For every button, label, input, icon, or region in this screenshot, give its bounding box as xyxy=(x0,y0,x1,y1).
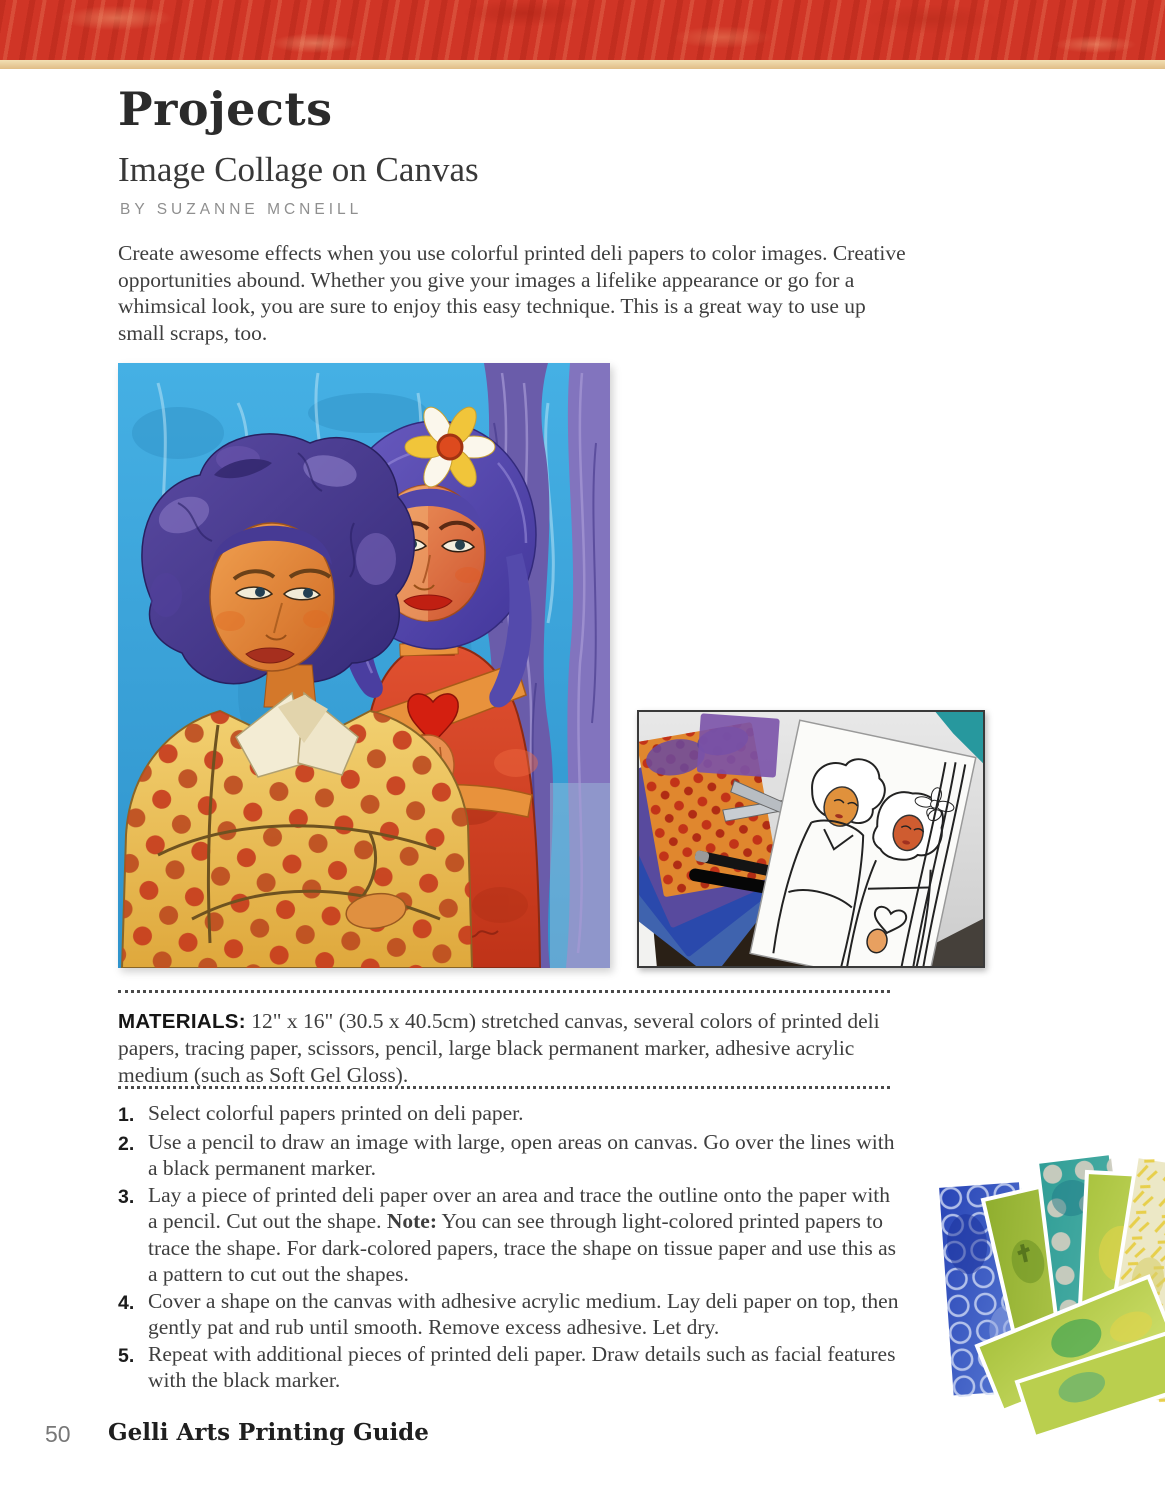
instruction-steps xyxy=(118,1100,902,1394)
step-4-number: 4. xyxy=(118,1291,135,1314)
project-title: Image Collage on Canvas xyxy=(118,150,479,189)
page-title: Projects xyxy=(118,82,333,136)
materials-label: MATERIALS: xyxy=(118,1010,246,1033)
step-5-number: 5. xyxy=(118,1344,135,1367)
step-4 xyxy=(118,1288,902,1341)
gelli-papers-art xyxy=(925,1150,1165,1435)
banner-tan-strip xyxy=(0,60,1165,69)
dotted-divider-bottom xyxy=(118,1086,890,1089)
step-3-number: 3. xyxy=(118,1185,135,1208)
materials-text: 12" x 16" (30.5 x 40.5cm) stretched canvas, several colors of printed deli papers, tracing paper, scissors, pencil, large black permanent marker, adhesive acrylic medium (such as Soft Gel Gloss). xyxy=(118,1009,880,1087)
decorative-red-banner xyxy=(0,0,1165,60)
book-title: Gelli Arts Printing Guide xyxy=(108,1419,429,1446)
step-5 xyxy=(118,1341,902,1394)
intro-paragraph: Create awesome effects when you use colorful printed deli papers to color images. Creative opportunities abound. Whether you give your images a lifelike appearance or go for a whimsical look, you are sure to enjoy this easy technique. This is a great way to use up small scraps, too. xyxy=(118,241,906,345)
main-collage-painting-image xyxy=(118,363,610,968)
process-photo-image xyxy=(637,710,985,968)
step-5-text: Repeat with additional pieces of printed deli paper. Draw details such as facial features with the black marker. xyxy=(148,1341,896,1392)
step-2-text: Use a pencil to draw an image with large, open areas on canvas. Go over the lines with a black permanent marker. xyxy=(148,1129,895,1180)
gelli-papers-photo-image xyxy=(925,1150,1165,1435)
collage-painting-art xyxy=(118,363,610,968)
byline: BY SUZANNE MCNEILL xyxy=(120,201,363,218)
step-3-text xyxy=(148,1182,902,1288)
dotted-divider-top xyxy=(118,990,890,993)
step-3-text-after: You can see through light-colored printed papers to trace the shape. For dark-colored papers, trace the shape on tissue paper and use this as a pattern to cut out the shapes. xyxy=(148,1209,897,1286)
step-1 xyxy=(118,1100,902,1129)
step-3-text-before: Lay a piece of printed deli paper over an area and trace the outline onto the paper with a pencil. Cut out the shape. xyxy=(148,1182,891,1233)
page-number: 50 xyxy=(45,1421,71,1447)
materials-paragraph xyxy=(118,1008,896,1089)
step-1-text: Select colorful papers printed on deli paper. xyxy=(148,1101,524,1125)
step-2 xyxy=(118,1129,902,1182)
process-photo-art xyxy=(639,712,983,966)
note-label: Note: xyxy=(386,1209,437,1233)
step-2-number: 2. xyxy=(118,1132,135,1155)
step-3 xyxy=(118,1182,902,1288)
step-4-text: Cover a shape on the canvas with adhesive acrylic medium. Lay deli paper on top, then gently pat and rub until smooth. Remove excess adhesive. Let dry. xyxy=(148,1288,899,1339)
step-1-number: 1. xyxy=(118,1104,135,1126)
